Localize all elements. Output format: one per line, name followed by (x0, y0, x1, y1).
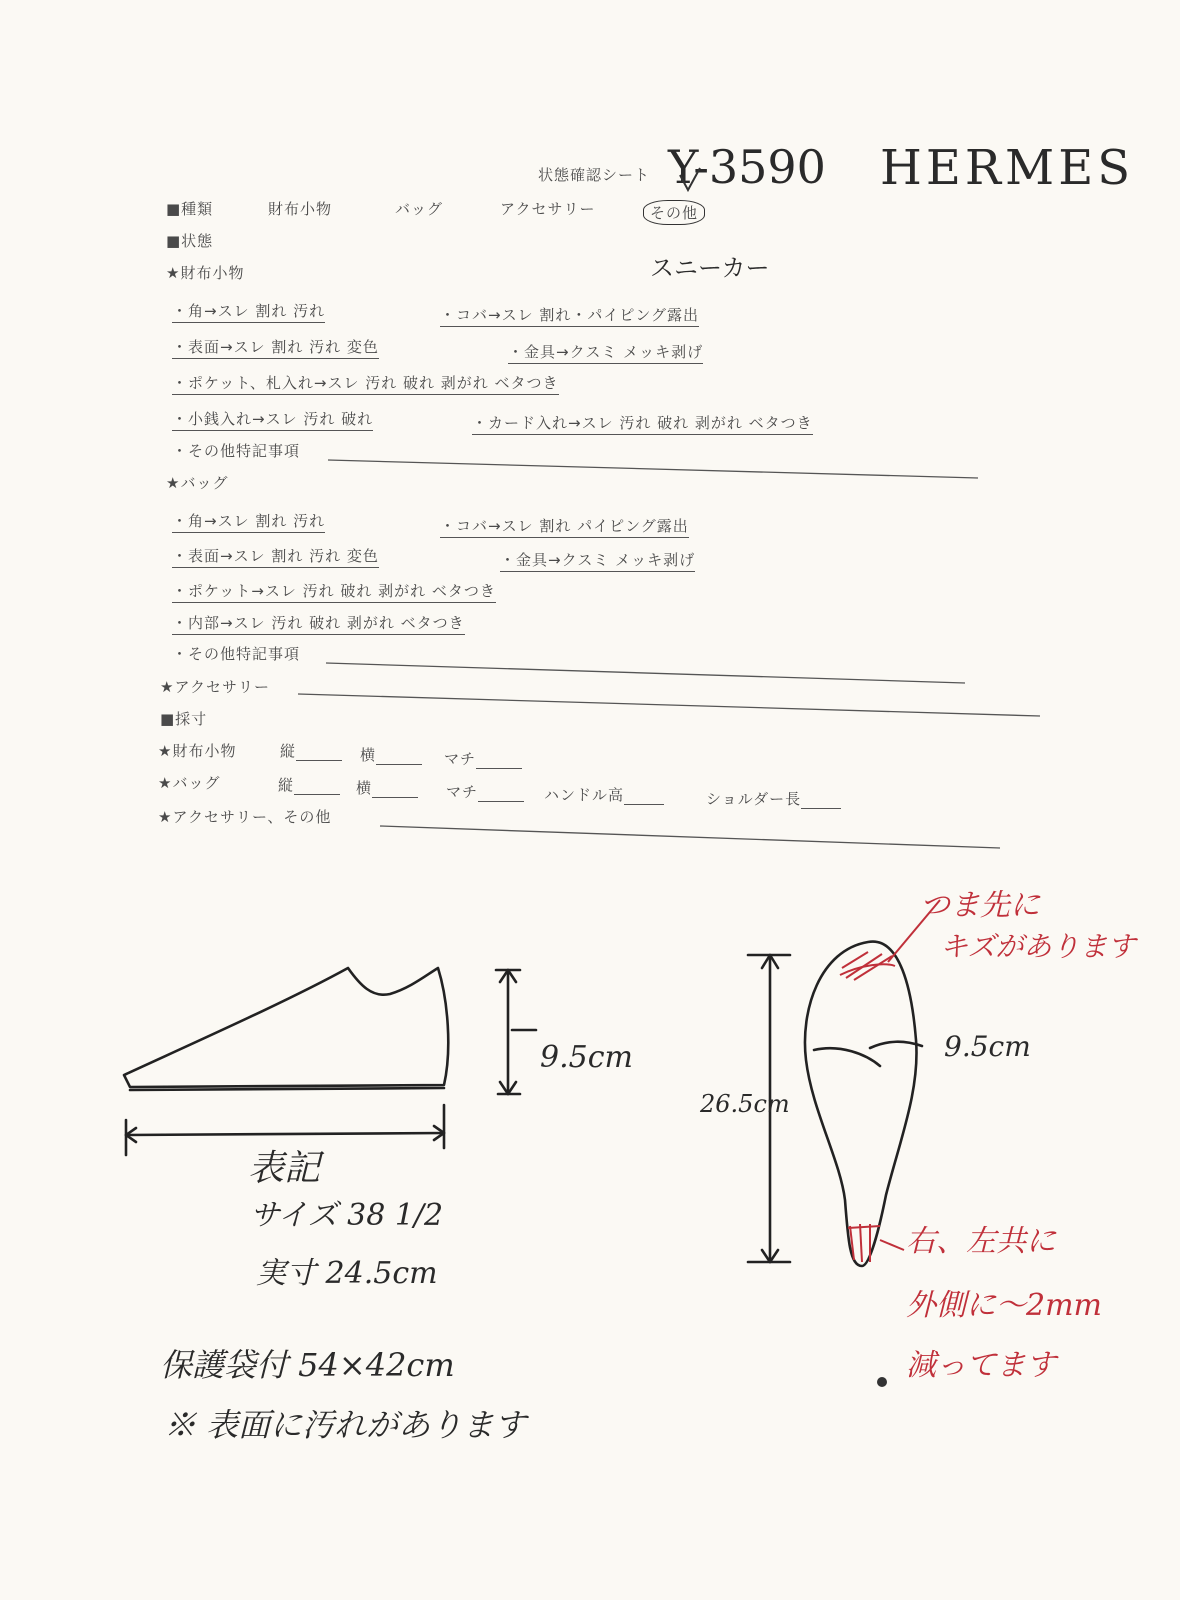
wallet-pocket-row: ・ポケット、札入れ→スレ 汚れ 破れ 剥がれ ベタつき (172, 372, 559, 395)
measure-bag-handle: ハンドル高 (544, 784, 664, 805)
inner-length-note: 実寸 24.5cm (256, 1256, 438, 1291)
height-note: 9.5cm (540, 1040, 633, 1075)
wallet-other-notes: ・その他特記事項 (172, 442, 301, 460)
sole-width-note: 9.5cm (944, 1030, 1031, 1063)
bag-surface-row: ・表面→スレ 割れ 汚れ 変色 (172, 545, 379, 568)
measure-bag-label: ★バッグ (158, 774, 221, 792)
category-option-other-selected: その他 (643, 200, 705, 225)
dust-bag-note: 保護袋付 54×42cm (160, 1346, 455, 1384)
size-note: サイズ 38 1/2 (250, 1198, 444, 1233)
heel-note-line2: 外側に～2mm (906, 1288, 1102, 1323)
category-option-bag: バッグ (395, 200, 444, 218)
sheet-title: 状態確認シート (538, 166, 651, 184)
toe-note-line1: つま先に (920, 888, 1040, 923)
measure-wallet-gusset: マチ (444, 748, 522, 769)
measure-other-label: ★アクセサリー、その他 (158, 808, 332, 826)
measure-bag-height: 縦 (278, 774, 340, 795)
sole-outline (805, 942, 917, 1266)
accessory-heading: ★アクセサリー (160, 678, 270, 696)
wallet-coin-row: ・小銭入れ→スレ 汚れ 破れ (172, 408, 373, 431)
bag-hardware-row: ・金具→クスミ メッキ剥げ (500, 549, 695, 572)
measure-wallet-label: ★財布小物 (158, 742, 237, 760)
bag-edge-row: ・コバ→スレ 割れ パイピング露出 (440, 515, 689, 538)
toe-note-line2: キズがあります (940, 930, 1136, 963)
measure-wallet-height: 縦 (280, 740, 342, 761)
brand-name: HERMES (880, 140, 1135, 196)
wallet-surface-row: ・表面→スレ 割れ 汚れ 変色 (172, 336, 379, 359)
category-option-wallet: 財布小物 (268, 200, 333, 218)
measure-heading: ■採寸 (160, 710, 208, 728)
heel-note-line3: 減ってます (906, 1348, 1056, 1383)
category-label: ■種類 (166, 200, 214, 218)
measure-bag-width: 横 (356, 777, 418, 798)
measure-wallet-width: 横 (360, 744, 422, 765)
stain-note: ※ 表面に汚れがあります (164, 1406, 527, 1444)
wallet-hardware-row: ・金具→クスミ メッキ剥げ (508, 341, 703, 364)
item-number: Y-3590 (668, 140, 826, 194)
state-label: ■状態 (166, 232, 214, 250)
bag-pocket-row: ・ポケット→スレ 汚れ 破れ 剥がれ ベタつき (172, 580, 496, 603)
bag-other-notes: ・その他特記事項 (172, 645, 301, 663)
measure-bag-gusset: マチ (446, 781, 524, 802)
other-item-text: スニーカー (650, 254, 770, 282)
wallet-edge-row: ・コバ→スレ 割れ・パイピング露出 (440, 304, 699, 327)
size-label-note: 表記 (248, 1148, 321, 1189)
wallet-card-row: ・カード入れ→スレ 汚れ 破れ 剥がれ ベタつき (472, 412, 813, 435)
measure-bag-shoulder: ショルダー長 (706, 788, 841, 809)
sole-length-note: 26.5cm (700, 1090, 790, 1118)
heel-note-line1: 右、左共に (906, 1224, 1056, 1259)
category-option-accessory: アクセサリー (500, 200, 596, 218)
wallet-corner-row: ・角→スレ 割れ 汚れ (172, 300, 325, 323)
bag-interior-row: ・内部→スレ 汚れ 破れ 剥がれ ベタつき (172, 612, 465, 635)
bag-corner-row: ・角→スレ 割れ 汚れ (172, 510, 325, 533)
wallet-heading: ★財布小物 (166, 264, 245, 282)
bag-heading: ★バッグ (166, 474, 229, 492)
